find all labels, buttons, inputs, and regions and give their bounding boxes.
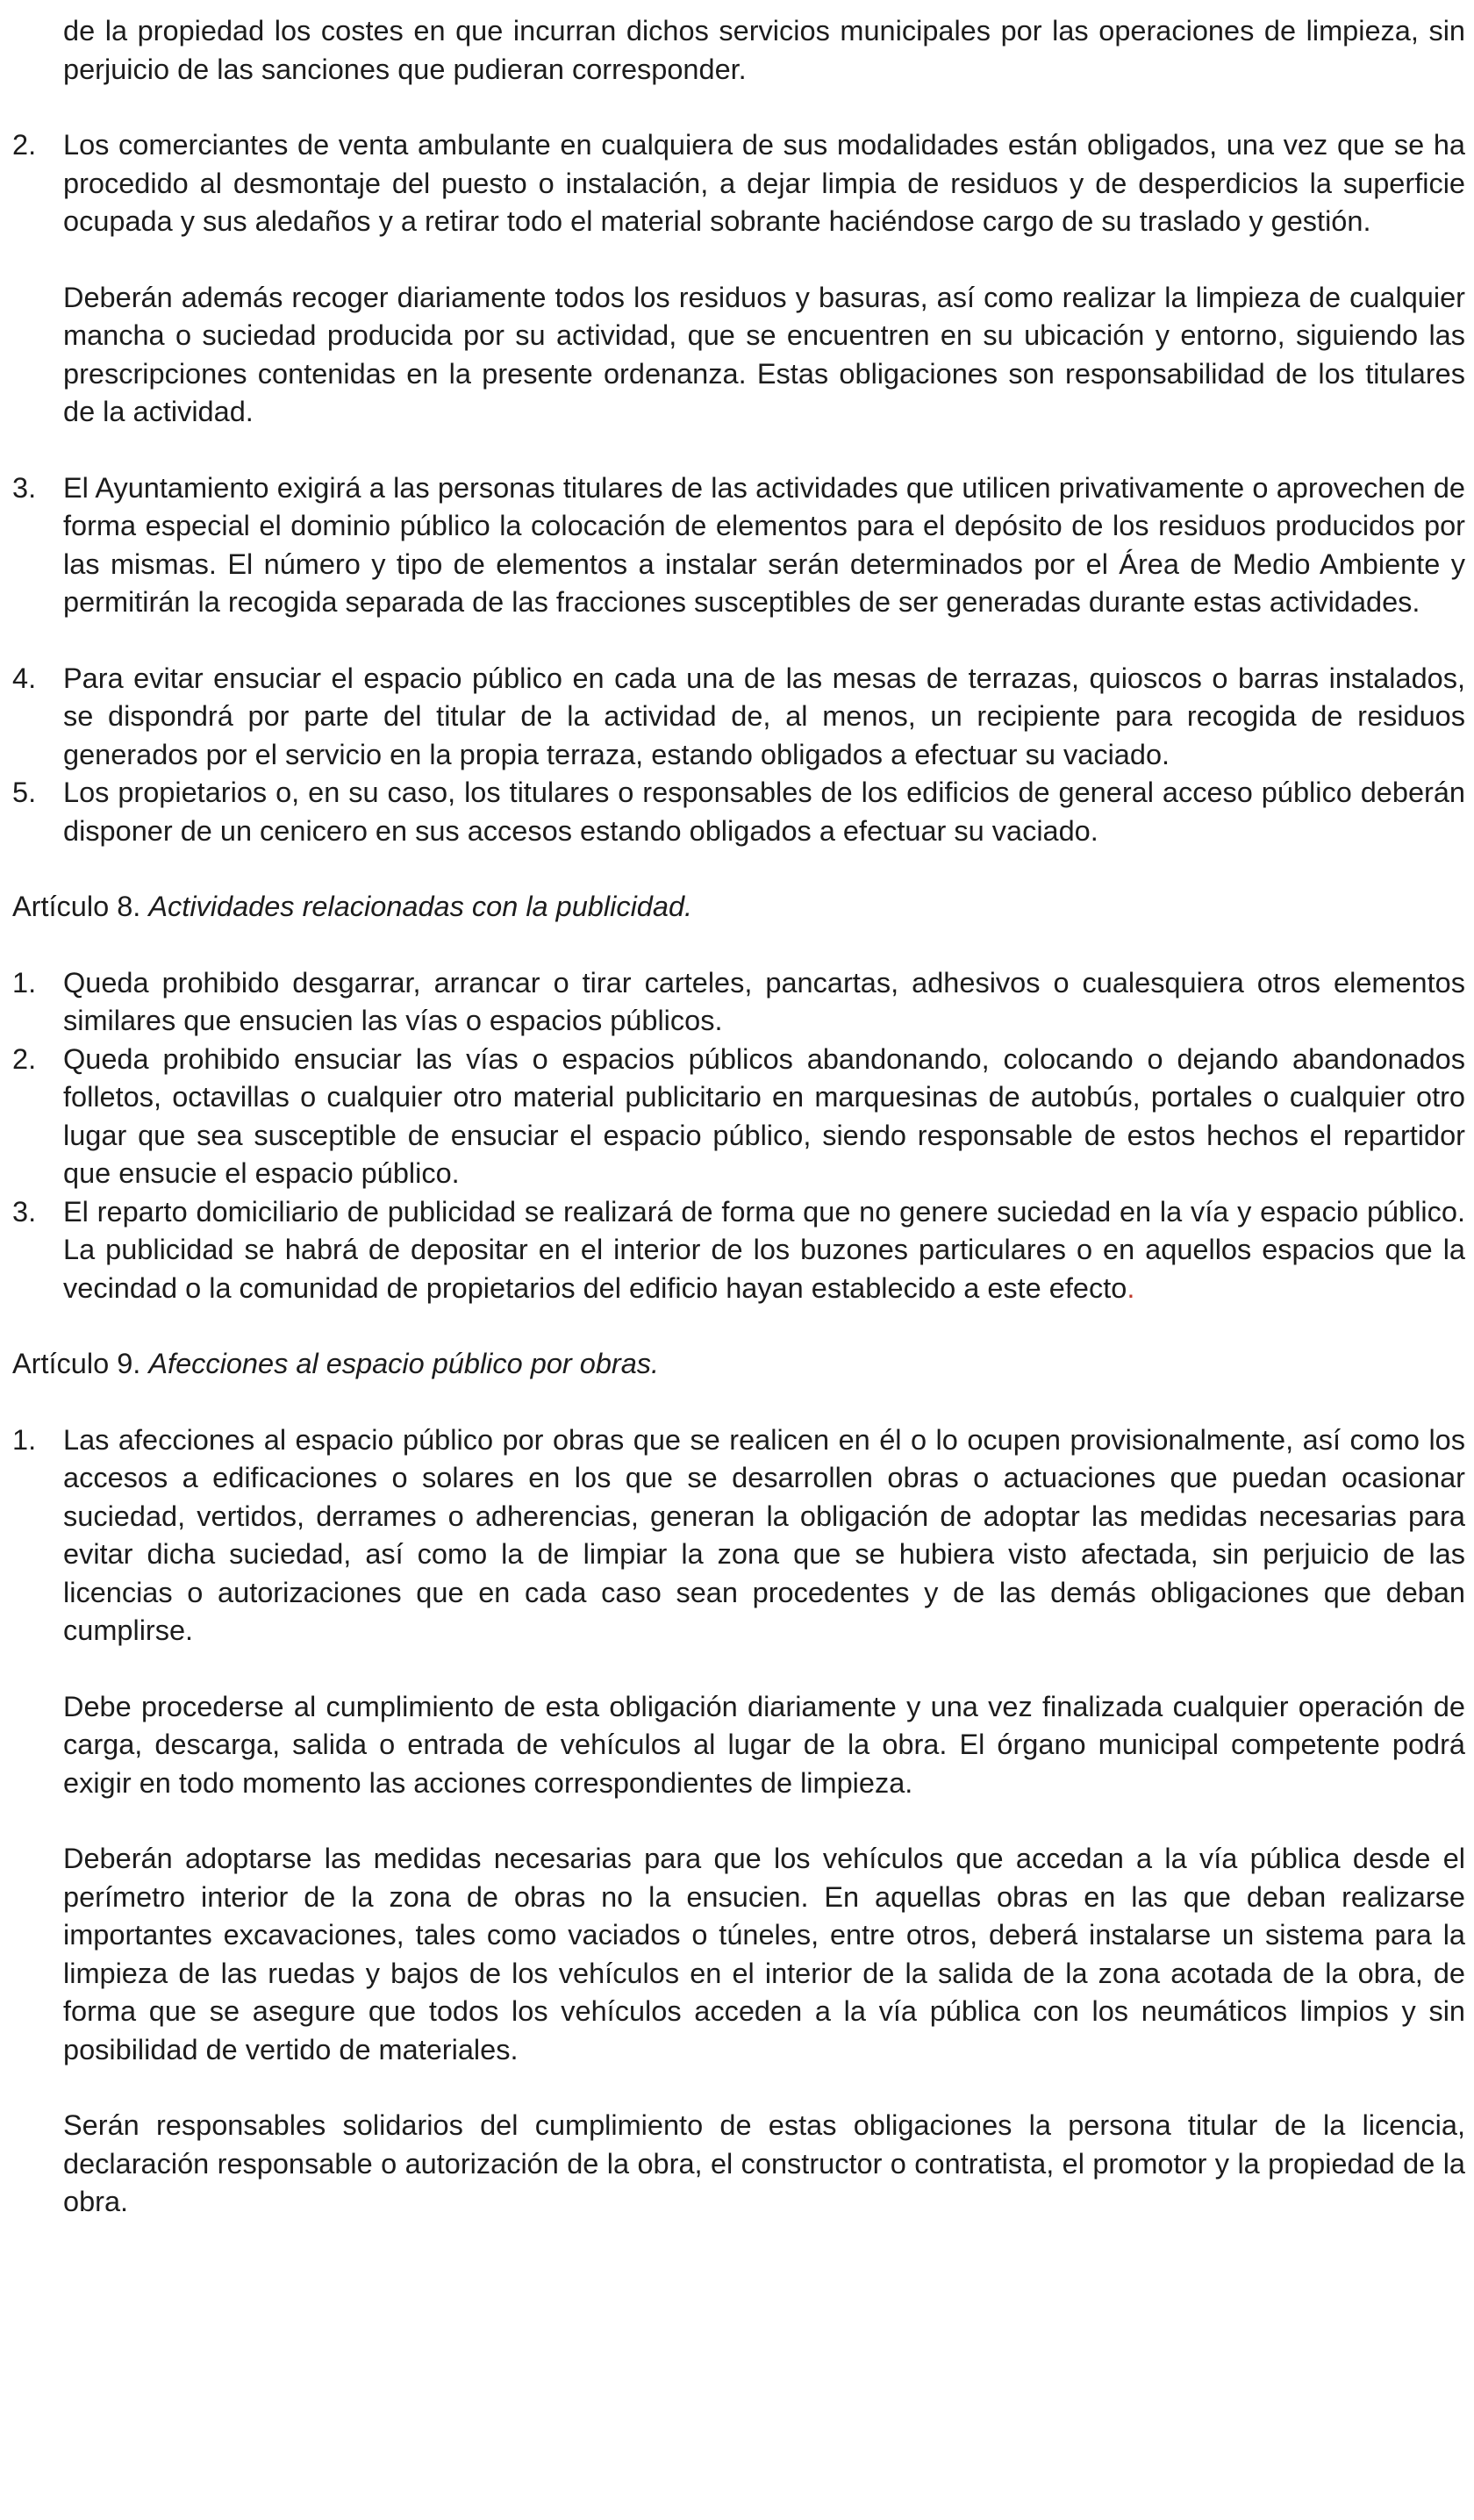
article-9-heading [12, 1345, 1465, 1384]
item-number: 1. [12, 966, 37, 999]
article-title: Actividades relacionadas con la publicidad. [148, 891, 693, 922]
item-number: 2. [12, 1042, 37, 1075]
item-text: El reparto domiciliario de publicidad se realizará de forma que no genere suciedad en la vía y espacio público. La publicidad se habrá de depositar en el interior de los buzones particulares o en aquellos espacios que la vecindad o la comunidad de propietarios del edificio hayan establecido a este efecto [63, 1195, 1465, 1304]
item-paragraph [63, 1193, 1465, 1308]
art9-item-1 [12, 1421, 1465, 2222]
item-end-mark: . [1127, 1271, 1135, 1304]
item-paragraph: Deberán adoptarse las medidas necesarias para que los vehículos que accedan a la vía pública desde el perímetro interior de la zona de obras no la ensucien. En aquellas obras en las que deban realizarse importantes excavaciones, tales como vaciados o túneles, entre otros, deberá instalarse un sistema para la limpieza de las ruedas y bajos de los vehículos en el interior de la salida de la zona acotada de la obra, de forma que se asegure que todos los vehículos acceden a la vía pública con los neumáticos limpios y sin posibilidad de vertido de materiales. [63, 1843, 1465, 2065]
article-label: Artículo 8. [12, 891, 141, 922]
item-paragraph: Los comerciantes de venta ambulante en cualquiera de sus modalidades están obligados, una vez que se ha procedido al desmontaje del puesto o instalación, a dejar limpia de residuos y de desperdicios la superficie ocupada y sus aledaños y a retirar todo el material sobrante haciéndose cargo de su traslado y gestión. [63, 129, 1465, 237]
item-paragraph: El Ayuntamiento exigirá a las personas titulares de las actividades que utilicen privativamente o aprovechen de forma especial el dominio público la colocación de elementos para el depósito de los residuos producidos por las mismas. El número y tipo de elementos a instalar serán determinados por el Área de Medio Ambiente y permitirán la recogida separada de las fracciones susceptibles de ser generadas durante estas actividades. [63, 471, 1465, 618]
intro-paragraph: de la propiedad los costes en que incurran dichos servicios municipales por las operaciones de limpieza, sin perjuicio de las sanciones que pudieran corresponder. [63, 15, 1465, 85]
item-paragraph: Serán responsables solidarios del cumplimiento de estas obligaciones la persona titular de la licencia, declaración responsable o autorización de la obra, el constructor o contratista, el promotor y la propiedad de la obra. [63, 2109, 1465, 2217]
item-paragraph: Las afecciones al espacio público por obras que se realicen en él o lo ocupen provisionalmente, así como los accesos a edificaciones o solares en los que se desarrollen obras o actuaciones que puedan ocasionar suciedad, vertidos, derrames o adherencias, generan la obligación de adoptar las medidas necesarias para evitar dicha suciedad, así como la de limpiar la zona que se hubiera visto afectada, sin perjuicio de las licencias o autorizaciones que en cada caso sean procedentes y de las demás obligaciones que deban cumplirse. [63, 1423, 1465, 1646]
art8-item-3 [12, 1193, 1465, 1308]
item-number: 3. [12, 471, 37, 504]
art8-item-2 [12, 1041, 1465, 1193]
item-paragraph: Los propietarios o, en su caso, los titulares o responsables de los edificios de general acceso público deberán disponer de un cenicero en sus accesos estando obligados a efectuar su vaciado. [63, 777, 1465, 847]
item-number: 3. [12, 1195, 37, 1228]
item-paragraph: Queda prohibido desgarrar, arrancar o tirar carteles, pancartas, adhesivos o cualesquiera otros elementos similares que ensucien las vías o espacios públicos. [63, 966, 1465, 1036]
art7-item-5 [12, 774, 1465, 850]
article-label: Artículo 9. [12, 1348, 141, 1379]
item-paragraph: Queda prohibido ensuciar las vías o espacios públicos abandonando, colocando o dejando abandonados folletos, octavillas o cualquier otro material publicitario en marquesinas de autobús, portales o cualquier otro lugar que sea susceptible de ensuciar el espacio público, siendo responsable de estos hechos el repartidor que ensucie el espacio público. [63, 1042, 1465, 1189]
item-number: 4. [12, 662, 37, 694]
item-number: 2. [12, 129, 37, 161]
item-paragraph: Para evitar ensuciar el espacio público en cada una de las mesas de terrazas, quioscos o barras instalados, se dispondrá por parte del titular de la actividad de, al menos, un recipiente para recogida de residuos generados por el servicio en la propia terraza, estando obligados a efectuar su vaciado. [63, 662, 1465, 770]
art7-item-3 [12, 469, 1465, 622]
item-number: 5. [12, 777, 37, 808]
art8-item-1 [12, 964, 1465, 1041]
item-paragraph: Deberán además recoger diariamente todos los residuos y basuras, así como realizar la limpieza de cualquier mancha o suciedad producida por su actividad, que se encuentren en su ubicación y entorno, siguiendo las prescripciones contenidas en la presente ordenanza. Estas obligaciones son responsabilidad de los titulares de la actividad. [63, 281, 1465, 427]
art7-item-4 [12, 660, 1465, 775]
item-number: 1. [12, 1423, 37, 1456]
item-paragraph: Debe procederse al cumplimiento de esta obligación diariamente y una vez finalizada cualquier operación de carga, descarga, salida o entrada de vehículos al lugar de la obra. El órgano municipal competente podrá exigir en todo momento las acciones correspondientes de limpieza. [63, 1690, 1465, 1799]
article-title: Afecciones al espacio público por obras. [148, 1348, 660, 1379]
art7-item-2 [12, 126, 1465, 432]
article-8-heading [12, 888, 1465, 927]
